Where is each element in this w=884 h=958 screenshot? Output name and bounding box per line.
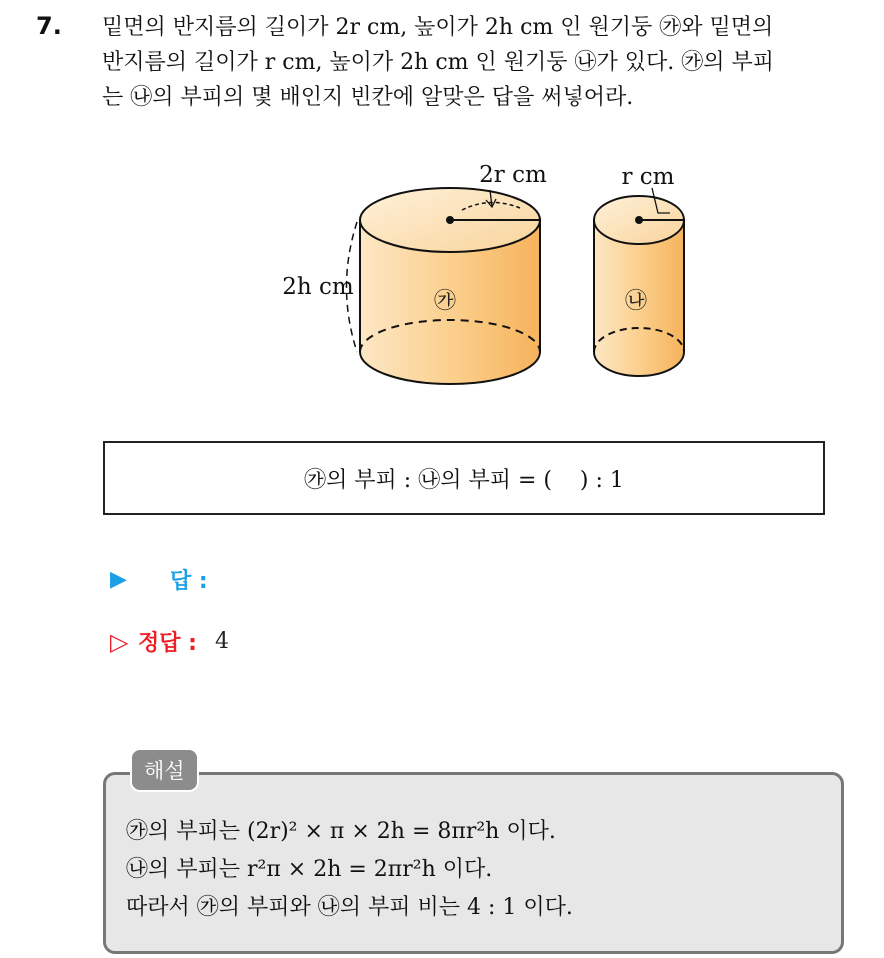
cylinders-figure <box>260 150 700 400</box>
big-cylinder <box>347 188 541 384</box>
explanation-line: ㉮의 부피는 (2r)² × π × 2h = 8πr²h 이다. <box>126 819 556 844</box>
big-radius-label: 2r cm <box>479 162 547 188</box>
triangle-outline-icon: ▷ <box>110 627 129 656</box>
answer-row <box>110 564 226 595</box>
big-cylinder-name: ㉮ <box>433 289 457 314</box>
fill-in-box <box>103 441 825 515</box>
correct-answer-value: 4 <box>214 629 229 654</box>
small-cylinder <box>594 188 684 376</box>
correct-answer-row <box>110 626 229 657</box>
explanation-box <box>103 772 844 954</box>
explanation-line: ㉯의 부피는 r²π × 2h = 2πr²h 이다. <box>126 857 493 882</box>
small-cylinder-name: ㉯ <box>624 289 648 314</box>
correct-answer-label: 정답 : <box>138 631 197 656</box>
question-line: 는 ㉯의 부피의 몇 배인지 빈칸에 알맞은 답을 써넣어라. <box>102 85 634 110</box>
question-number: 7. <box>36 12 62 40</box>
triangle-filled-icon: ▶ <box>110 567 127 592</box>
small-radius-label: r cm <box>621 164 675 190</box>
question-line: 밑면의 반지름의 길이가 2r cm, 높이가 2h cm 인 원기둥 ㉮와 밑면의 <box>102 15 774 40</box>
fill-in-equation: ㉮의 부피 : ㉯의 부피 = ( ) : 1 <box>304 467 624 493</box>
explanation-tab: 해설 <box>130 748 199 792</box>
explanation-line: 따라서 ㉮의 부피와 ㉯의 부피 비는 4 : 1 이다. <box>126 895 573 920</box>
big-height-label: 2h cm <box>282 274 354 300</box>
question-line: 반지름의 길이가 r cm, 높이가 2h cm 인 원기둥 ㉯가 있다. ㉮의 부피 <box>102 50 774 75</box>
question-text <box>102 10 872 115</box>
answer-label: 답 : <box>170 569 208 594</box>
